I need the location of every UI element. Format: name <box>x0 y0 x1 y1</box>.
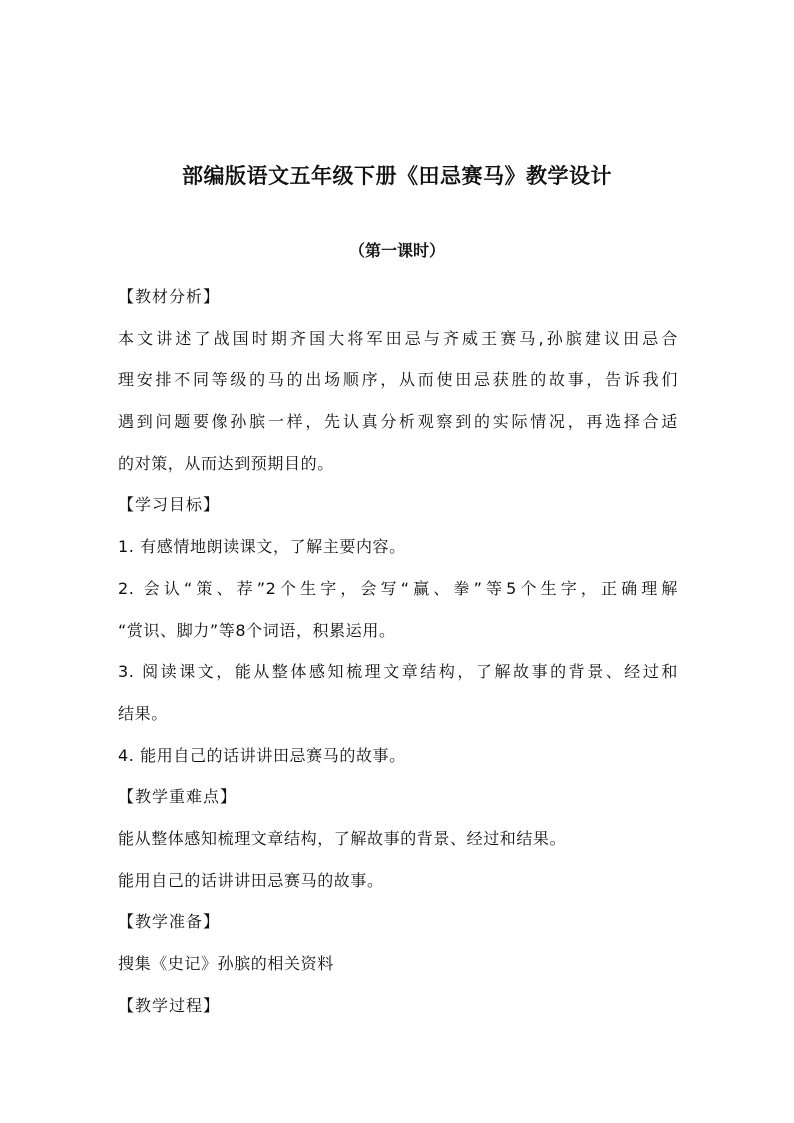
analysis-line: 遇到问题要像孙膑一样，先认真分析观察到的实际情况，再选择合适 <box>118 412 678 432</box>
analysis-line: 的对策，从而达到预期目的。 <box>118 453 334 473</box>
section-heading-keypoints: 【教学重难点】 <box>118 787 238 807</box>
document-title: 部编版语文五年级下册《田忌赛马》教学设计 <box>182 164 612 188</box>
section-heading-process: 【教学过程】 <box>118 995 221 1015</box>
keypoint-line: 能从整体感知梳理文章结构，了解故事的背景、经过和结果。 <box>118 828 567 848</box>
goal-line: 3. 阅读课文，能从整体感知梳理文章结构，了解故事的背景、经过和 <box>118 662 678 682</box>
section-heading-analysis: 【教材分析】 <box>118 287 221 306</box>
goal-line: 2. 会认“策、荐”2个生字，会写“赢、拳”等5个生字，正确理解 <box>118 578 678 598</box>
goal-line: 4. 能用自己的话讲讲田忌赛马的故事。 <box>118 745 406 765</box>
preparation-line: 搜集《史记》孙膑的相关资料 <box>118 954 334 973</box>
analysis-line: 理安排不同等级的马的出场顺序，从而使田忌获胜的故事，告诉我们 <box>118 370 678 390</box>
goal-line: 1. 有感情地朗读课文，了解主要内容。 <box>118 537 406 557</box>
document-body <box>118 276 678 1026</box>
goal-line: 结果。 <box>118 703 168 723</box>
analysis-line: 本文讲述了战国时期齐国大将军田忌与齐威王赛马,孙膑建议田忌合 <box>118 328 678 348</box>
goal-line: “赏识、脚力”等8个词语，积累运用。 <box>118 620 396 640</box>
keypoint-line: 能用自己的话讲讲田忌赛马的故事。 <box>118 870 384 890</box>
section-heading-preparation: 【教学准备】 <box>118 912 221 932</box>
section-heading-goals: 【学习目标】 <box>118 495 221 515</box>
document-subtitle: （第一课时） <box>348 241 445 260</box>
